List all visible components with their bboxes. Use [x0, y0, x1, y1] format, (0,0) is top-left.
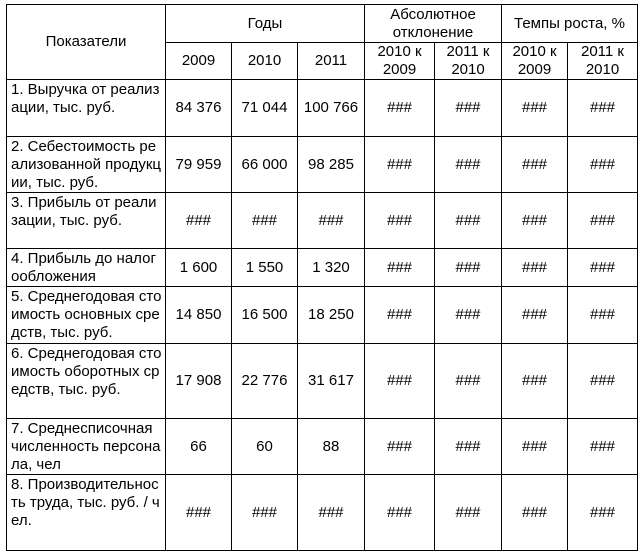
row-label: 7. Среднесписочная численность персонала, чел — [7, 419, 166, 475]
cell-value-2009: ### — [166, 193, 232, 249]
header-row-top — [7, 5, 638, 43]
cell-growth-2010-vs-2009: ### — [502, 193, 568, 249]
row-label: 1. Выручка от реализации, тыс. руб. — [7, 80, 166, 137]
cell-value-2011: 88 — [298, 419, 365, 475]
cell-value-2010: 22 776 — [232, 344, 298, 419]
cell-growth-2011-vs-2010: ### — [568, 287, 638, 344]
header-abs-2010-vs-2009: 2010 к 2009 — [365, 43, 435, 80]
table-row — [7, 287, 638, 344]
cell-abs-2011-vs-2010: ### — [435, 137, 502, 193]
cell-value-2010: ### — [232, 193, 298, 249]
cell-growth-2010-vs-2009: ### — [502, 80, 568, 137]
header-year-2010: 2010 — [232, 43, 298, 80]
row-label: 5. Среднегодовая стоимость основных средств, тыс. руб. — [7, 287, 166, 344]
cell-abs-2010-vs-2009: ### — [365, 193, 435, 249]
header-year-2009: 2009 — [166, 43, 232, 80]
table-row — [7, 344, 638, 419]
cell-value-2011: ### — [298, 193, 365, 249]
cell-value-2011: 98 285 — [298, 137, 365, 193]
cell-value-2009: 79 959 — [166, 137, 232, 193]
cell-growth-2010-vs-2009: ### — [502, 287, 568, 344]
cell-abs-2010-vs-2009: ### — [365, 137, 435, 193]
cell-abs-2011-vs-2010: ### — [435, 193, 502, 249]
cell-value-2010: 66 000 — [232, 137, 298, 193]
row-label: 4. Прибыль до налогообложения — [7, 249, 166, 287]
cell-abs-2011-vs-2010: ### — [435, 80, 502, 137]
cell-growth-2011-vs-2010: ### — [568, 193, 638, 249]
cell-value-2010: 60 — [232, 419, 298, 475]
cell-abs-2010-vs-2009: ### — [365, 419, 435, 475]
cell-abs-2011-vs-2010: ### — [435, 344, 502, 419]
table-row — [7, 419, 638, 475]
row-label: 8. Производительность труда, тыс. руб. / чел. — [7, 475, 166, 551]
header-indicators: Показатели — [7, 5, 166, 80]
table-row — [7, 193, 638, 249]
cell-value-2009: ### — [166, 475, 232, 551]
header-year-2011: 2011 — [298, 43, 365, 80]
cell-growth-2011-vs-2010: ### — [568, 137, 638, 193]
cell-value-2010: 71 044 — [232, 80, 298, 137]
cell-abs-2011-vs-2010: ### — [435, 475, 502, 551]
row-label: 3. Прибыль от реализации, тыс. руб. — [7, 193, 166, 249]
cell-value-2011: 18 250 — [298, 287, 365, 344]
cell-abs-2010-vs-2009: ### — [365, 475, 435, 551]
cell-growth-2010-vs-2009: ### — [502, 475, 568, 551]
row-label: 6. Среднегодовая стоимость оборотных средств, тыс. руб. — [7, 344, 166, 419]
header-years: Годы — [166, 5, 365, 43]
cell-abs-2010-vs-2009: ### — [365, 287, 435, 344]
cell-value-2009: 17 908 — [166, 344, 232, 419]
row-label: 2. Себестоимость реализованной продукции, тыс. руб. — [7, 137, 166, 193]
header-growth-rate: Темпы роста, % — [502, 5, 638, 43]
cell-value-2011: ### — [298, 475, 365, 551]
table-row — [7, 475, 638, 551]
cell-value-2009: 1 600 — [166, 249, 232, 287]
cell-abs-2011-vs-2010: ### — [435, 287, 502, 344]
cell-growth-2011-vs-2010: ### — [568, 419, 638, 475]
cell-growth-2011-vs-2010: ### — [568, 80, 638, 137]
cell-growth-2010-vs-2009: ### — [502, 249, 568, 287]
cell-growth-2010-vs-2009: ### — [502, 344, 568, 419]
header-growth-2010-vs-2009: 2010 к 2009 — [502, 43, 568, 80]
table-row — [7, 80, 638, 137]
cell-value-2010: 16 500 — [232, 287, 298, 344]
cell-value-2009: 84 376 — [166, 80, 232, 137]
cell-abs-2010-vs-2009: ### — [365, 80, 435, 137]
table-row — [7, 249, 638, 287]
cell-value-2010: 1 550 — [232, 249, 298, 287]
header-abs-2011-vs-2010: 2011 к 2010 — [435, 43, 502, 80]
indicators-table — [6, 4, 638, 551]
cell-growth-2010-vs-2009: ### — [502, 137, 568, 193]
header-abs-deviation: Абсолютное отклонение — [365, 5, 502, 43]
cell-value-2009: 66 — [166, 419, 232, 475]
cell-abs-2010-vs-2009: ### — [365, 249, 435, 287]
cell-value-2011: 31 617 — [298, 344, 365, 419]
cell-abs-2011-vs-2010: ### — [435, 249, 502, 287]
cell-abs-2011-vs-2010: ### — [435, 419, 502, 475]
table-row — [7, 137, 638, 193]
cell-growth-2011-vs-2010: ### — [568, 475, 638, 551]
header-growth-2011-vs-2010: 2011 к 2010 — [568, 43, 638, 80]
cell-value-2011: 100 766 — [298, 80, 365, 137]
cell-abs-2010-vs-2009: ### — [365, 344, 435, 419]
cell-value-2011: 1 320 — [298, 249, 365, 287]
cell-value-2009: 14 850 — [166, 287, 232, 344]
cell-growth-2010-vs-2009: ### — [502, 419, 568, 475]
cell-growth-2011-vs-2010: ### — [568, 344, 638, 419]
cell-growth-2011-vs-2010: ### — [568, 249, 638, 287]
cell-value-2010: ### — [232, 475, 298, 551]
